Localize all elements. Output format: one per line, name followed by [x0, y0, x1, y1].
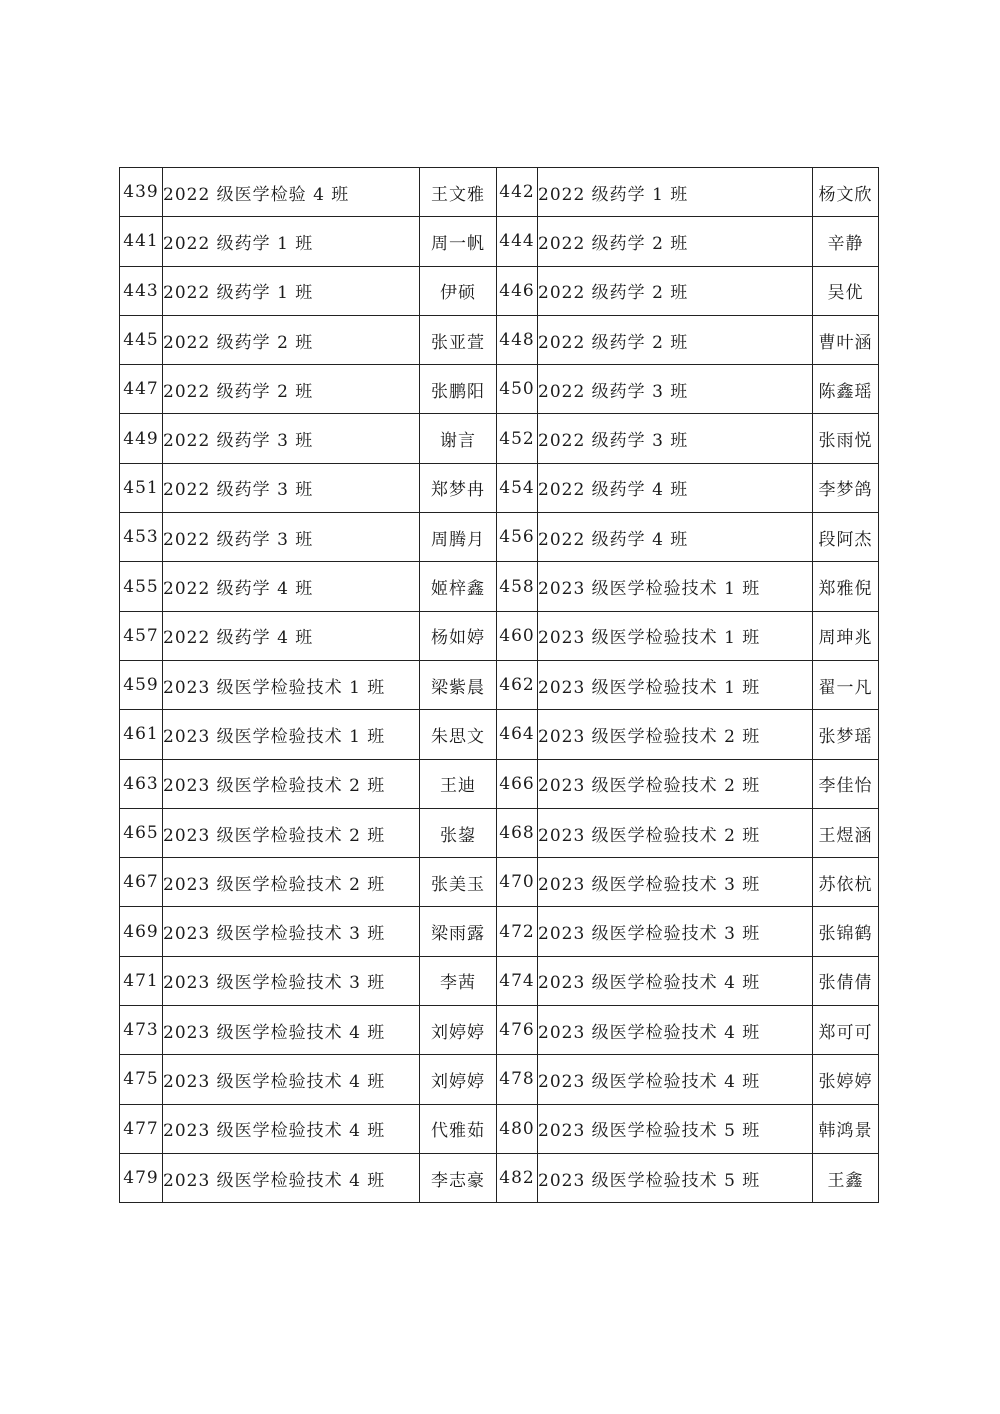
table-row [120, 808, 879, 857]
table-row [120, 562, 879, 611]
left-class-name: 2022 级医学检验 4 班 [163, 168, 420, 217]
right-student-name: 张锦鹤 [813, 907, 879, 956]
table-row [120, 858, 879, 907]
right-student-name: 李梦鸽 [813, 463, 879, 512]
right-class-name: 2023 级医学检验技术 3 班 [538, 858, 813, 907]
left-student-name: 郑梦冉 [420, 463, 497, 512]
right-student-name: 李佳怡 [813, 759, 879, 808]
right-student-number: 460 [497, 611, 538, 660]
left-student-name: 张鹏阳 [420, 365, 497, 414]
right-student-number: 476 [497, 1006, 538, 1055]
left-student-name: 梁紫晨 [420, 660, 497, 709]
left-class-name: 2022 级药学 1 班 [163, 217, 420, 266]
right-class-name: 2023 级医学检验技术 3 班 [538, 907, 813, 956]
left-student-name: 谢言 [420, 414, 497, 463]
right-student-number: 458 [497, 562, 538, 611]
right-student-number: 470 [497, 858, 538, 907]
right-class-name: 2023 级医学检验技术 4 班 [538, 1006, 813, 1055]
left-student-number: 463 [120, 759, 163, 808]
table-row [120, 907, 879, 956]
left-student-number: 479 [120, 1153, 163, 1202]
right-class-name: 2023 级医学检验技术 1 班 [538, 562, 813, 611]
left-class-name: 2022 级药学 3 班 [163, 414, 420, 463]
left-student-number: 443 [120, 266, 163, 315]
left-student-name: 杨如婷 [420, 611, 497, 660]
left-class-name: 2022 级药学 4 班 [163, 562, 420, 611]
right-class-name: 2022 级药学 2 班 [538, 266, 813, 315]
right-student-number: 442 [497, 168, 538, 217]
right-student-number: 464 [497, 710, 538, 759]
table-row [120, 1104, 879, 1153]
left-student-number: 471 [120, 956, 163, 1005]
left-student-name: 刘婷婷 [420, 1006, 497, 1055]
left-student-name: 周一帆 [420, 217, 497, 266]
left-class-name: 2022 级药学 3 班 [163, 513, 420, 562]
table-row [120, 611, 879, 660]
right-class-name: 2023 级医学检验技术 2 班 [538, 759, 813, 808]
table-row [120, 1055, 879, 1104]
left-student-name: 张鋆 [420, 808, 497, 857]
right-student-name: 王鑫 [813, 1153, 879, 1202]
right-student-number: 474 [497, 956, 538, 1005]
left-student-number: 477 [120, 1104, 163, 1153]
right-class-name: 2022 级药学 3 班 [538, 365, 813, 414]
left-student-name: 代雅茹 [420, 1104, 497, 1153]
left-class-name: 2023 级医学检验技术 3 班 [163, 956, 420, 1005]
left-class-name: 2022 级药学 3 班 [163, 463, 420, 512]
left-class-name: 2023 级医学检验技术 2 班 [163, 759, 420, 808]
right-student-number: 468 [497, 808, 538, 857]
right-student-number: 462 [497, 660, 538, 709]
table-row [120, 513, 879, 562]
left-class-name: 2023 级医学检验技术 4 班 [163, 1104, 420, 1153]
left-student-name: 李志豪 [420, 1153, 497, 1202]
left-class-name: 2023 级医学检验技术 4 班 [163, 1153, 420, 1202]
left-student-name: 王迪 [420, 759, 497, 808]
student-roster-table [119, 167, 879, 1203]
table-row [120, 759, 879, 808]
left-student-number: 441 [120, 217, 163, 266]
left-student-number: 459 [120, 660, 163, 709]
right-student-name: 辛静 [813, 217, 879, 266]
left-class-name: 2023 级医学检验技术 4 班 [163, 1006, 420, 1055]
right-class-name: 2023 级医学检验技术 4 班 [538, 1055, 813, 1104]
left-student-name: 周腾月 [420, 513, 497, 562]
right-student-name: 周珅兆 [813, 611, 879, 660]
table-row [120, 660, 879, 709]
left-class-name: 2022 级药学 4 班 [163, 611, 420, 660]
left-student-name: 李茜 [420, 956, 497, 1005]
right-student-name: 张梦瑶 [813, 710, 879, 759]
left-class-name: 2022 级药学 2 班 [163, 365, 420, 414]
right-class-name: 2022 级药学 2 班 [538, 315, 813, 364]
left-class-name: 2023 级医学检验技术 1 班 [163, 710, 420, 759]
right-class-name: 2023 级医学检验技术 1 班 [538, 660, 813, 709]
right-student-number: 482 [497, 1153, 538, 1202]
right-student-name: 郑雅倪 [813, 562, 879, 611]
left-student-name: 姬梓鑫 [420, 562, 497, 611]
table-row [120, 365, 879, 414]
right-student-name: 杨文欣 [813, 168, 879, 217]
table-row [120, 315, 879, 364]
left-class-name: 2023 级医学检验技术 2 班 [163, 858, 420, 907]
right-class-name: 2022 级药学 1 班 [538, 168, 813, 217]
right-class-name: 2023 级医学检验技术 2 班 [538, 808, 813, 857]
right-student-name: 曹叶涵 [813, 315, 879, 364]
table-row [120, 1153, 879, 1202]
left-student-number: 467 [120, 858, 163, 907]
left-student-number: 457 [120, 611, 163, 660]
right-student-name: 张婷婷 [813, 1055, 879, 1104]
left-student-number: 469 [120, 907, 163, 956]
left-class-name: 2023 级医学检验技术 3 班 [163, 907, 420, 956]
table-row [120, 956, 879, 1005]
table-row [120, 463, 879, 512]
right-class-name: 2023 级医学检验技术 2 班 [538, 710, 813, 759]
right-student-number: 448 [497, 315, 538, 364]
left-student-number: 445 [120, 315, 163, 364]
table-row [120, 1006, 879, 1055]
right-student-number: 456 [497, 513, 538, 562]
left-student-name: 梁雨露 [420, 907, 497, 956]
right-student-number: 466 [497, 759, 538, 808]
left-class-name: 2022 级药学 2 班 [163, 315, 420, 364]
left-student-number: 451 [120, 463, 163, 512]
right-student-number: 452 [497, 414, 538, 463]
right-student-number: 444 [497, 217, 538, 266]
right-student-name: 苏依杭 [813, 858, 879, 907]
right-student-name: 翟一凡 [813, 660, 879, 709]
left-student-name: 朱思文 [420, 710, 497, 759]
left-class-name: 2023 级医学检验技术 2 班 [163, 808, 420, 857]
right-class-name: 2023 级医学检验技术 5 班 [538, 1153, 813, 1202]
right-student-name: 陈鑫瑶 [813, 365, 879, 414]
right-class-name: 2022 级药学 4 班 [538, 513, 813, 562]
right-class-name: 2022 级药学 3 班 [538, 414, 813, 463]
right-class-name: 2022 级药学 4 班 [538, 463, 813, 512]
left-student-number: 465 [120, 808, 163, 857]
roster-body [120, 168, 879, 1203]
left-class-name: 2022 级药学 1 班 [163, 266, 420, 315]
right-student-number: 454 [497, 463, 538, 512]
right-student-name: 王煜涵 [813, 808, 879, 857]
right-student-number: 450 [497, 365, 538, 414]
left-student-number: 439 [120, 168, 163, 217]
left-student-name: 张亚萱 [420, 315, 497, 364]
left-student-name: 王文雅 [420, 168, 497, 217]
table-row [120, 710, 879, 759]
left-student-number: 453 [120, 513, 163, 562]
right-student-number: 472 [497, 907, 538, 956]
left-student-number: 455 [120, 562, 163, 611]
right-class-name: 2022 级药学 2 班 [538, 217, 813, 266]
left-student-number: 475 [120, 1055, 163, 1104]
right-student-name: 吴优 [813, 266, 879, 315]
right-class-name: 2023 级医学检验技术 1 班 [538, 611, 813, 660]
table-row [120, 168, 879, 217]
left-student-number: 449 [120, 414, 163, 463]
right-class-name: 2023 级医学检验技术 5 班 [538, 1104, 813, 1153]
table-row [120, 414, 879, 463]
right-student-name: 韩鸿景 [813, 1104, 879, 1153]
left-student-number: 447 [120, 365, 163, 414]
left-student-name: 刘婷婷 [420, 1055, 497, 1104]
left-class-name: 2023 级医学检验技术 1 班 [163, 660, 420, 709]
right-class-name: 2023 级医学检验技术 4 班 [538, 956, 813, 1005]
right-student-number: 478 [497, 1055, 538, 1104]
table-row [120, 266, 879, 315]
table-row [120, 217, 879, 266]
left-student-name: 伊硕 [420, 266, 497, 315]
left-student-number: 473 [120, 1006, 163, 1055]
left-student-name: 张美玉 [420, 858, 497, 907]
left-class-name: 2023 级医学检验技术 4 班 [163, 1055, 420, 1104]
right-student-name: 郑可可 [813, 1006, 879, 1055]
right-student-number: 446 [497, 266, 538, 315]
left-student-number: 461 [120, 710, 163, 759]
right-student-name: 张倩倩 [813, 956, 879, 1005]
right-student-number: 480 [497, 1104, 538, 1153]
right-student-name: 段阿杰 [813, 513, 879, 562]
right-student-name: 张雨悦 [813, 414, 879, 463]
